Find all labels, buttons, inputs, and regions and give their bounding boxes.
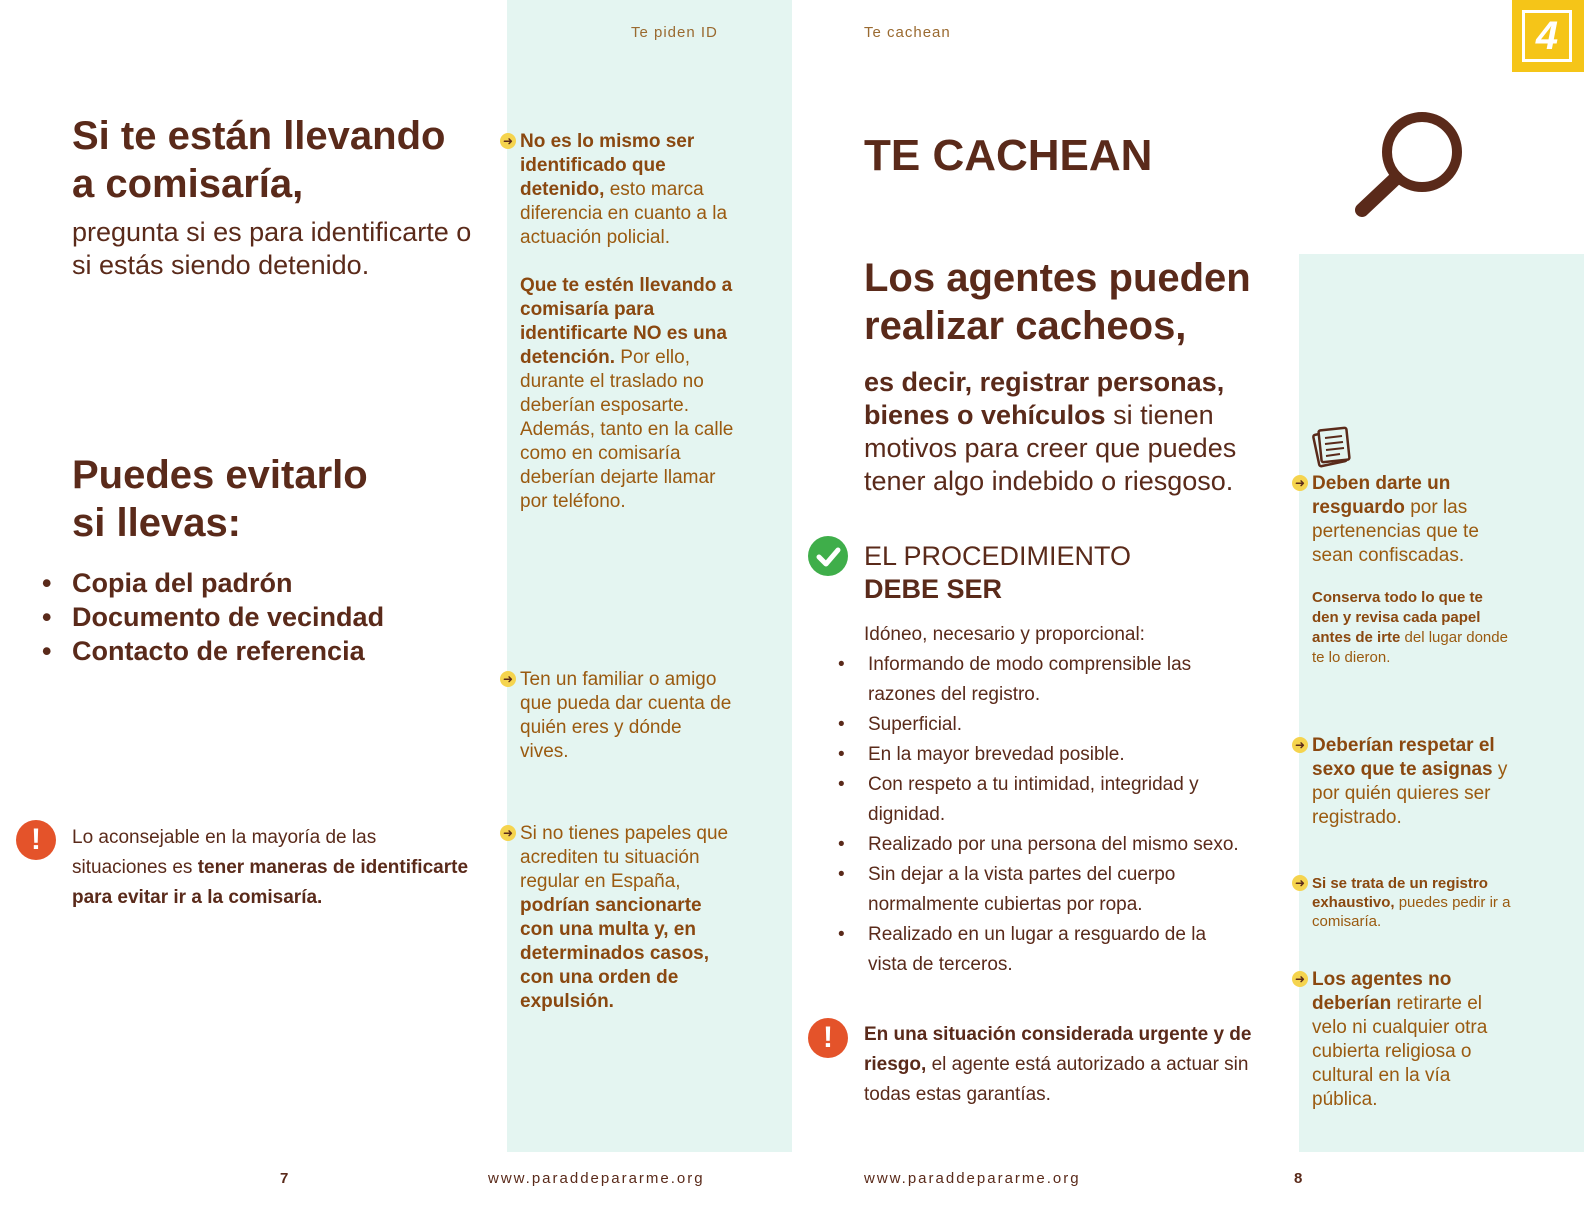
note-plain: y por quién quieres ser registrado. bbox=[1312, 759, 1508, 828]
document-icon bbox=[1310, 424, 1354, 468]
note-bold: Los agentes no deberían bbox=[1312, 969, 1452, 1014]
warning-icon: ! bbox=[808, 1018, 848, 1058]
note-bold: podrían sancionarte con una multa y, en determinados casos, con una orden de expulsión. bbox=[520, 895, 710, 1012]
procedure-item: • Realizado por una persona del mismo sexo. bbox=[838, 830, 1270, 860]
arrow-icon: ➜ bbox=[500, 133, 516, 149]
note-plain: Ten un familiar o amigo que pueda dar cuenta de quién eres y dónde vives. bbox=[520, 669, 732, 762]
right-title: TE CACHEAN bbox=[864, 131, 1153, 180]
right-side-note-1 bbox=[1292, 472, 1512, 668]
procedure-title bbox=[864, 540, 1131, 606]
arrow-icon: ➜ bbox=[1292, 875, 1308, 891]
arrow-icon: ➜ bbox=[1292, 971, 1308, 987]
avoid-item: • Documento de vecindad bbox=[42, 600, 384, 634]
note-bold: Deben darte un resguardo bbox=[1312, 473, 1451, 518]
avoid-list bbox=[42, 566, 384, 668]
right-page-number: 8 bbox=[1294, 1170, 1303, 1187]
left-side-note-3 bbox=[500, 822, 735, 1014]
arrow-icon: ➜ bbox=[500, 825, 516, 841]
note-plain: por las pertenencias que te sean confiscadas. bbox=[1312, 497, 1479, 566]
left-warning-text bbox=[72, 823, 472, 913]
arrow-icon: ➜ bbox=[500, 671, 516, 687]
note-plain: Si no tienes papeles que acrediten tu situación regular en España, bbox=[520, 823, 729, 892]
right-warning-bold: En una situación considerada urgente y de riesgo, bbox=[864, 1024, 1252, 1075]
note-bold: No es lo mismo ser identificado que detenido, bbox=[520, 131, 695, 200]
left-title: Si te están llevando a comisaría, bbox=[72, 114, 446, 206]
avoid-title: Puedes evitarlo si llevas: bbox=[72, 453, 368, 545]
warning-icon: ! bbox=[16, 820, 56, 860]
left-side-note-1b bbox=[520, 274, 740, 514]
note-bold: Que te estén llevando a comisaría para identificarte NO es una detención. bbox=[520, 275, 733, 368]
avoid-item: • Contacto de referencia bbox=[42, 634, 384, 668]
note-bold: Deberían respetar el sexo que te asignas bbox=[1312, 735, 1495, 780]
procedure-item: • Informando de modo comprensible las razones del registro. bbox=[838, 650, 1198, 710]
right-side-note-4 bbox=[1292, 968, 1512, 1112]
procedure-title-line-2: DEBE SER bbox=[864, 574, 1003, 604]
right-side-note-3 bbox=[1292, 874, 1522, 931]
right-running-head: Te cachean bbox=[864, 24, 951, 41]
right-warning-text bbox=[864, 1020, 1284, 1110]
note-plain: Por ello, durante el traslado no deberían esposarte. Además, tanto en la calle como en comisaría deberían dejarte llamar por teléfono. bbox=[520, 347, 734, 512]
note-plain: del lugar donde te lo dieron. bbox=[1312, 629, 1508, 666]
procedure-list bbox=[838, 650, 1270, 980]
left-url: www.paraddepararme.org bbox=[488, 1170, 705, 1187]
procedure-item: • Sin dejar a la vista partes del cuerpo normalmente cubiertas por ropa. bbox=[838, 860, 1218, 920]
procedure-item: • Con respeto a tu intimidad, integridad y dignidad. bbox=[838, 770, 1228, 830]
right-warning-plain: el agente está autorizado a actuar sin todas estas garantías. bbox=[864, 1054, 1249, 1105]
left-warning-plain: Lo aconsejable en la mayoría de las situaciones es bbox=[72, 827, 377, 878]
chapter-tab bbox=[1512, 0, 1584, 72]
left-warning-bold: tener maneras de identificarte para evitar ir a la comisaría. bbox=[72, 857, 469, 908]
procedure-title-line-1: EL PROCEDIMIENTO bbox=[864, 541, 1132, 571]
right-intro bbox=[864, 366, 1284, 498]
note-plain: esto marca diferencia en cuanto a la actuación policial. bbox=[520, 179, 728, 248]
right-heading: Los agentes pueden realizar cacheos, bbox=[864, 256, 1251, 348]
procedure-item: • Realizado en un lugar a resguardo de la vista de terceros. bbox=[838, 920, 1218, 980]
procedure-item: • En la mayor brevedad posible. bbox=[838, 740, 1270, 770]
right-intro-bold: es decir, registrar personas, bienes o vehículos bbox=[864, 367, 1225, 430]
left-side-note-1 bbox=[500, 130, 740, 514]
note-plain: retirarte el velo ni cualquier otra cubierta religiosa o cultural en la vía pública. bbox=[1312, 993, 1488, 1110]
magnifier-icon bbox=[1352, 102, 1472, 222]
right-side-note-2 bbox=[1292, 734, 1517, 830]
right-side-note-1b bbox=[1312, 588, 1512, 668]
left-page-number: 7 bbox=[280, 1170, 289, 1187]
left-subtitle: pregunta si es para identificarte o si estás siendo detenido. bbox=[72, 217, 472, 280]
chapter-number: 4 bbox=[1522, 10, 1572, 62]
arrow-icon: ➜ bbox=[1292, 737, 1308, 753]
left-side-note-2 bbox=[500, 668, 735, 764]
right-intro-plain: si tienen motivos para creer que puedes tener algo indebido o riesgoso. bbox=[864, 400, 1237, 496]
procedure-item: • Superficial. bbox=[838, 710, 1270, 740]
left-running-head: Te piden ID bbox=[631, 24, 718, 41]
note-plain: puedes pedir ir a comisaría. bbox=[1312, 894, 1511, 930]
arrow-icon: ➜ bbox=[1292, 475, 1308, 491]
check-icon bbox=[808, 536, 848, 576]
avoid-item: • Copia del padrón bbox=[42, 566, 384, 600]
note-bold: Conserva todo lo que te den y revisa cada papel antes de irte bbox=[1312, 589, 1483, 646]
right-url: www.paraddepararme.org bbox=[864, 1170, 1081, 1187]
note-bold: Si se trata de un registro exhaustivo, bbox=[1312, 875, 1488, 911]
procedure-lead: Idóneo, necesario y proporcional: bbox=[864, 624, 1145, 645]
